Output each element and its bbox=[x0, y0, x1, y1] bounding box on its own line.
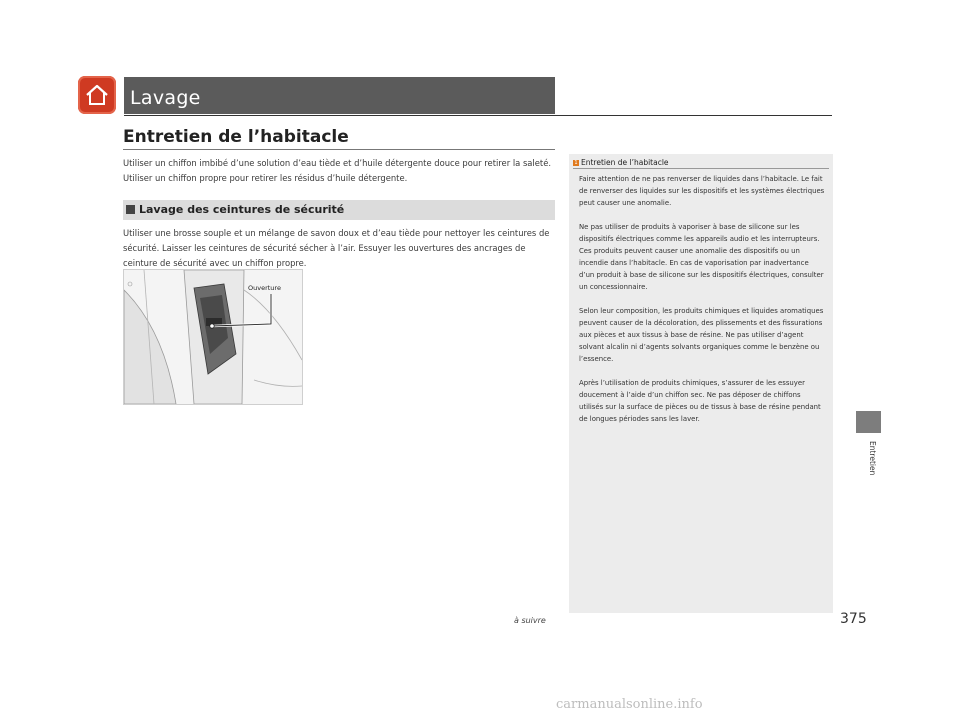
continued-label: à suivre bbox=[514, 616, 546, 625]
callout-label-ouverture: Ouverture bbox=[248, 284, 281, 292]
side-note-body bbox=[579, 173, 825, 437]
subsection-bullet-icon bbox=[126, 205, 135, 214]
section-divider bbox=[123, 149, 555, 150]
header-divider bbox=[124, 115, 832, 116]
watermark: carmanualsonline.info bbox=[556, 697, 703, 712]
home-button[interactable] bbox=[78, 76, 116, 114]
side-note-paragraph: Selon leur composition, les produits chimiques et liquides aromatiques peuvent causer de la décoloration, des plissements et des fissurations aux pièces et aux tissus à base de résine. Ne pas utiliser d’agent solvant alcalin ni d’agents solvants organiques comme le benzène ou l’essence. bbox=[579, 307, 824, 363]
side-note-paragraph: Faire attention de ne pas renverser de liquides dans l’habitacle. Le fait de renverser des liquides sur les dispositifs et les systèmes électriques peut causer une anomalie. bbox=[579, 175, 825, 207]
note-reference-icon: 1 bbox=[574, 160, 578, 166]
subsection-body: Utiliser une brosse souple et un mélange de savon doux et d’eau tiède pour nettoyer les ceintures de sécurité. Laisser les ceintures de sécurité sécher à l’air. Essuyer les ouvertures des ancrages de ceinture de sécurité avec un chiffon propre. bbox=[123, 228, 550, 268]
home-icon bbox=[83, 81, 111, 109]
subsection-title: Lavage des ceintures de sécurité bbox=[139, 203, 345, 216]
chapter-title: Lavage bbox=[130, 87, 201, 109]
chapter-tab[interactable] bbox=[856, 411, 881, 433]
side-note-heading-text: Entretien de l’habitacle bbox=[581, 158, 669, 167]
side-note-paragraph: Après l’utilisation de produits chimiques, s’assurer de les essuyer doucement à l’aide d’un chiffon sec. Ne pas déposer de chiffons utilisés sur la surface de pièces ou de tissus à base de résine pendant de longues périodes sans les laver. bbox=[579, 379, 821, 423]
side-note-paragraph: Ne pas utiliser de produits à vaporiser à base de silicone sur les dispositifs électriques comme les appareils audio et les interrupteurs. Ces produits peuvent causer une anomalie des dispositifs ou un incendie dans l’habitacle. En cas de vaporisation par inadvertance d’un produit à base de silicone sur les dispositifs électriques, consulter un concessionnaire. bbox=[579, 223, 824, 291]
chapter-tab-label: Entretien bbox=[868, 441, 877, 476]
section-title: Entretien de l’habitacle bbox=[123, 127, 349, 147]
section-intro: Utiliser un chiffon imbibé d’une solution d’eau tiède et d’huile détergente douce pour retirer la saleté. Utiliser un chiffon propre pour retirer les résidus d’huile détergente. bbox=[123, 158, 552, 183]
side-note-heading bbox=[573, 158, 669, 167]
side-note-divider bbox=[573, 168, 829, 169]
page-number: 375 bbox=[840, 611, 867, 627]
